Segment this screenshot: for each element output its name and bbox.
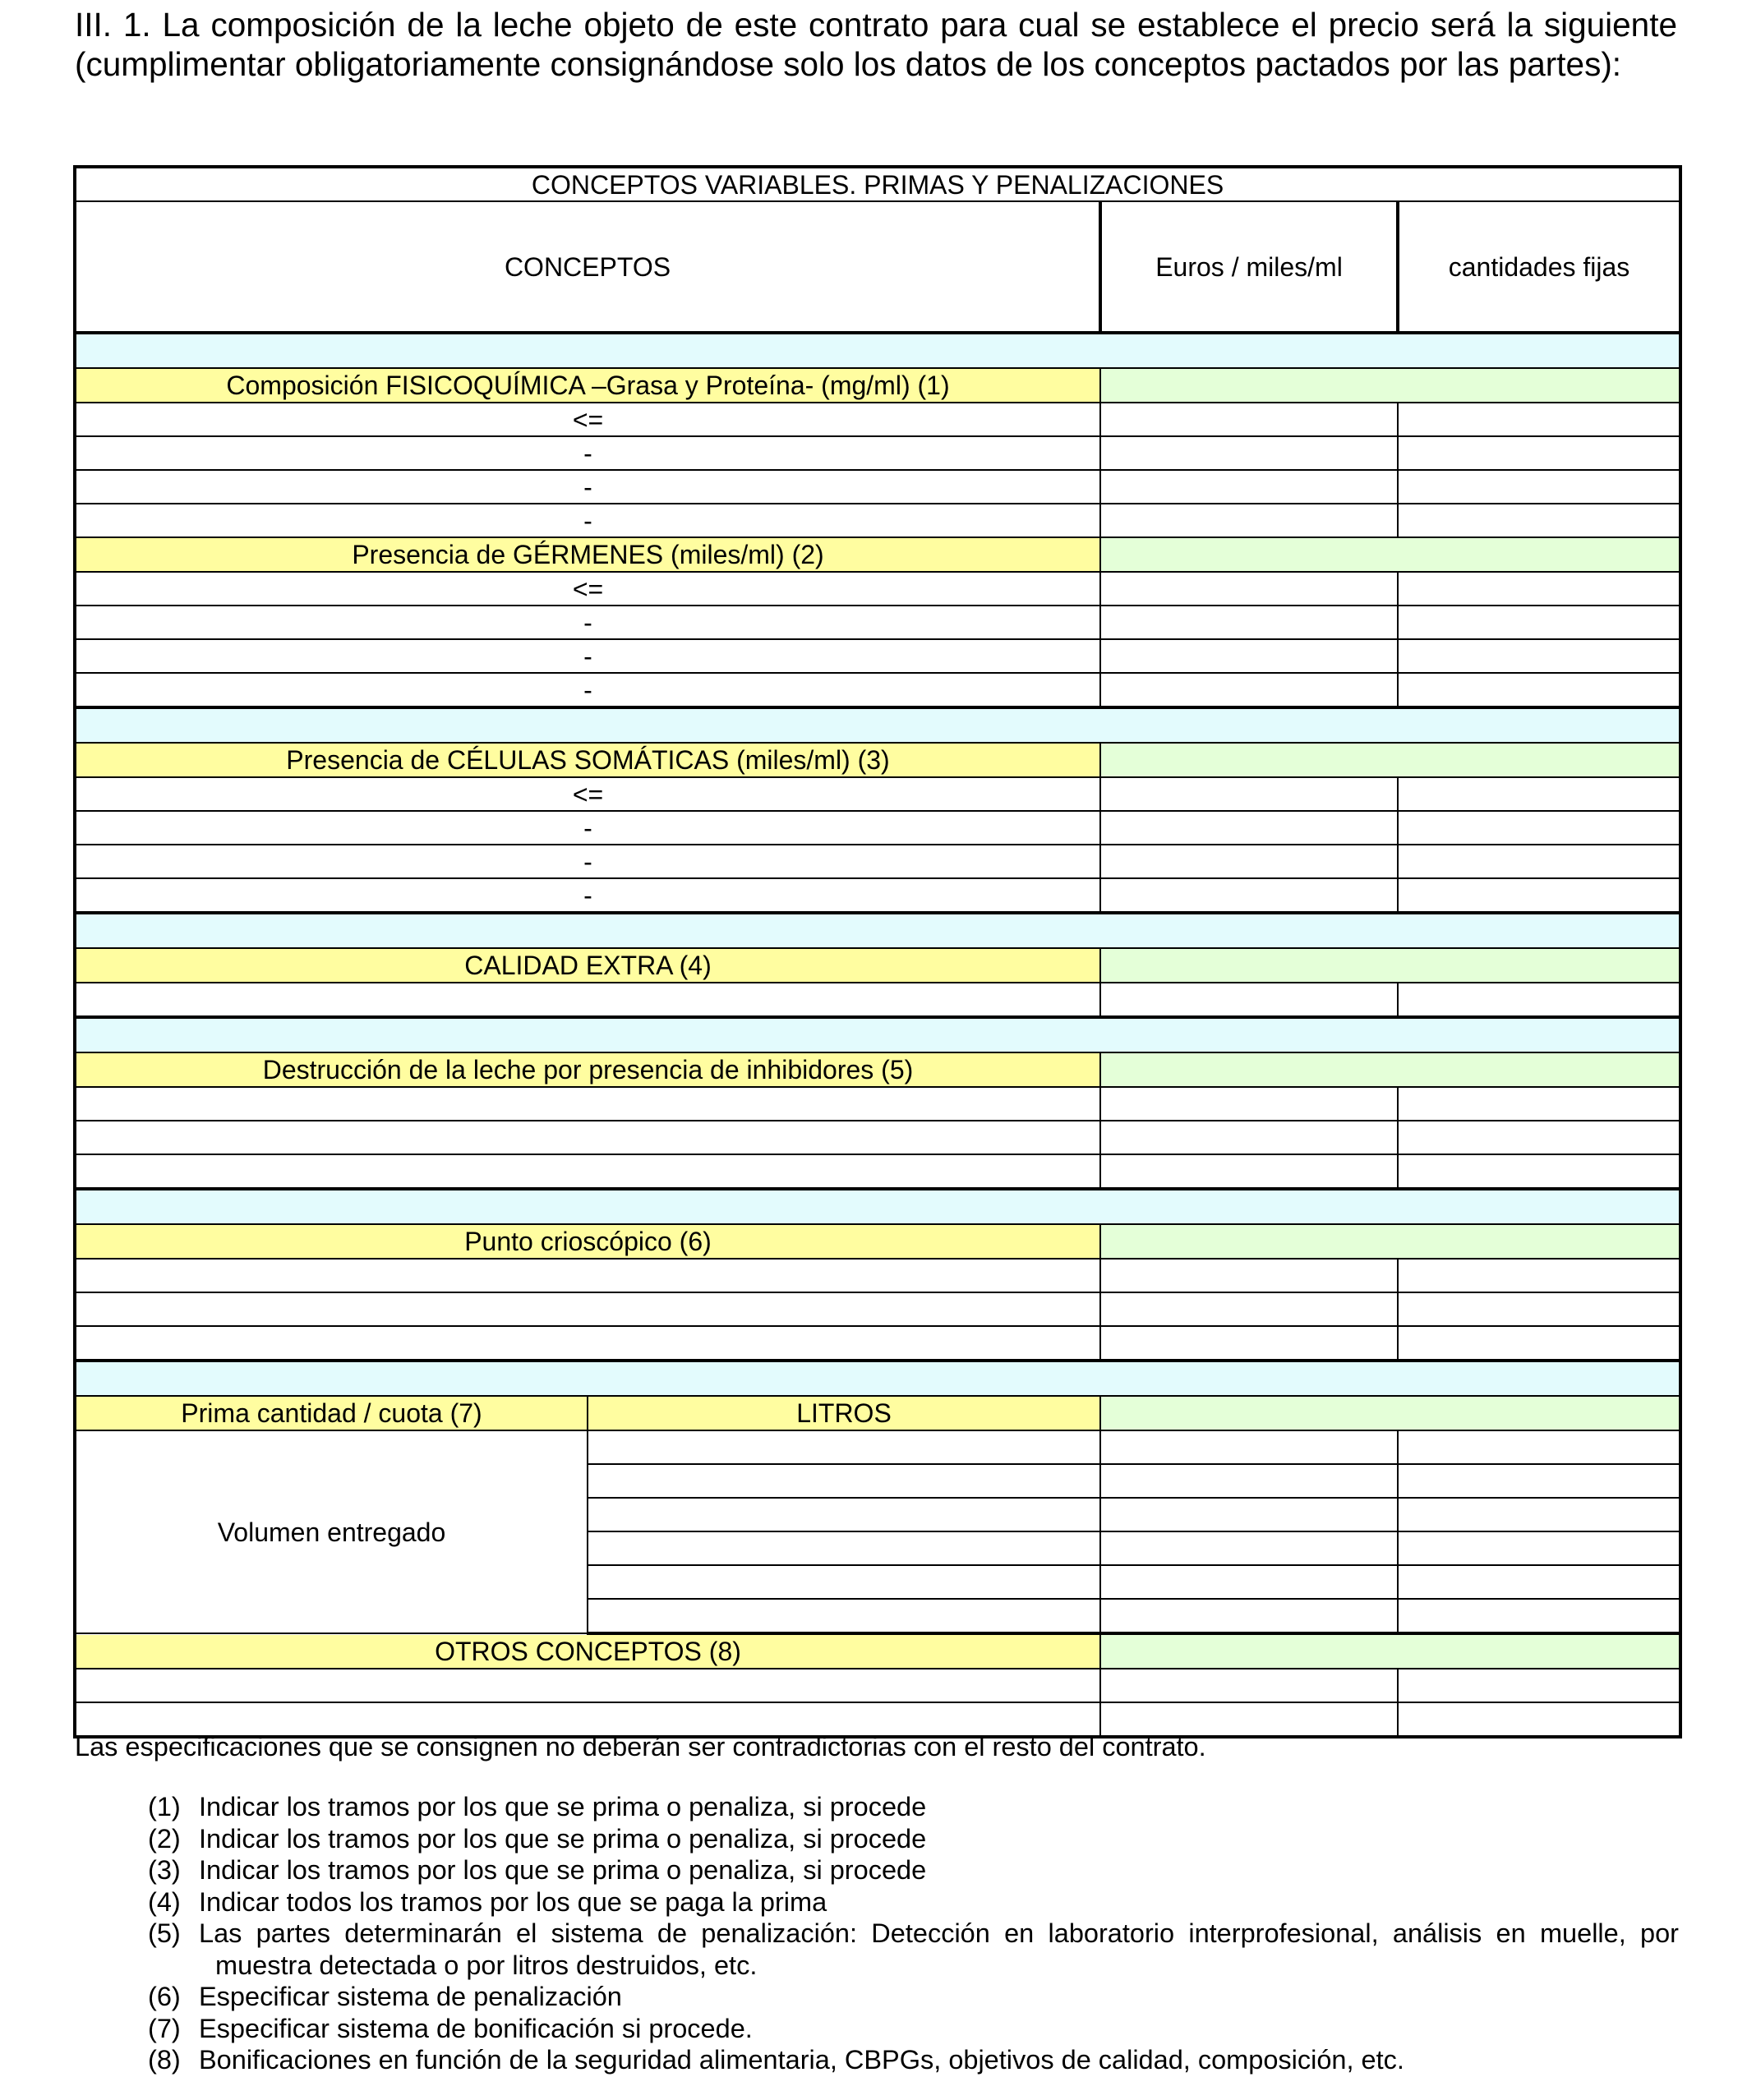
range-label: - xyxy=(75,504,1100,537)
cantidad-cell[interactable] xyxy=(1398,1702,1680,1737)
range-label: - xyxy=(75,606,1100,639)
section-spacer xyxy=(75,707,1680,743)
litros-cell[interactable] xyxy=(588,1565,1100,1599)
litros-cell[interactable] xyxy=(588,1531,1100,1565)
footnote-text: Bonificaciones en función de la seguridad alimentaria, CBPGs, objetivos de calidad, composición, etc. xyxy=(199,2045,1404,2075)
euros-cell[interactable] xyxy=(1100,1326,1398,1361)
footnote-text-block xyxy=(199,1918,1679,1981)
euros-cell[interactable] xyxy=(1100,811,1398,845)
euros-cell[interactable] xyxy=(1100,504,1398,537)
section-header-litros: LITROS xyxy=(588,1396,1100,1430)
specifications-note: Las especificaciones que se consignen no deberán ser contradictorias con el resto del contrato. xyxy=(75,1732,1206,1762)
footnote-number: (2) xyxy=(148,1823,181,1854)
footnote-text: Especificar sistema de bonificación si procede. xyxy=(199,2013,753,2043)
section-spacer xyxy=(75,913,1680,948)
table-title: CONCEPTOS VARIABLES. PRIMAS Y PENALIZACIONES xyxy=(75,167,1680,201)
concept-cell[interactable] xyxy=(75,1292,1100,1326)
section-header-fill xyxy=(1100,1052,1680,1087)
concept-cell[interactable] xyxy=(75,1121,1100,1154)
cantidad-cell[interactable] xyxy=(1398,403,1680,436)
footnote-item xyxy=(148,1823,1679,1855)
euros-cell[interactable] xyxy=(1100,470,1398,504)
range-label: - xyxy=(75,470,1100,504)
litros-cell[interactable] xyxy=(588,1599,1100,1633)
cantidad-cell[interactable] xyxy=(1398,1430,1680,1464)
euros-cell[interactable] xyxy=(1100,1498,1398,1531)
footnote-number: (6) xyxy=(148,1982,181,2011)
cantidad-cell[interactable] xyxy=(1398,1292,1680,1326)
cantidad-cell[interactable] xyxy=(1398,1599,1680,1633)
cantidad-cell[interactable] xyxy=(1398,777,1680,811)
footnote-text: Indicar los tramos por los que se prima o penaliza, si procede xyxy=(199,1823,927,1854)
range-label: - xyxy=(75,878,1100,913)
range-label: - xyxy=(75,673,1100,707)
range-label: - xyxy=(75,436,1100,470)
cantidad-cell[interactable] xyxy=(1398,436,1680,470)
section-spacer xyxy=(75,333,1680,368)
euros-cell[interactable] xyxy=(1100,572,1398,606)
cantidad-cell[interactable] xyxy=(1398,1669,1680,1702)
litros-cell[interactable] xyxy=(588,1430,1100,1464)
euros-cell[interactable] xyxy=(1100,639,1398,673)
cantidad-cell[interactable] xyxy=(1398,1464,1680,1498)
range-label: <= xyxy=(75,403,1100,436)
euros-cell[interactable] xyxy=(1100,1464,1398,1498)
cantidad-cell[interactable] xyxy=(1398,845,1680,878)
cantidad-cell[interactable] xyxy=(1398,811,1680,845)
concept-cell[interactable] xyxy=(75,1087,1100,1121)
euros-cell[interactable] xyxy=(1100,1292,1398,1326)
cantidad-cell[interactable] xyxy=(1398,639,1680,673)
cantidad-cell[interactable] xyxy=(1398,1565,1680,1599)
concept-cell[interactable] xyxy=(75,983,1100,1017)
euros-cell[interactable] xyxy=(1100,1087,1398,1121)
euros-cell[interactable] xyxy=(1100,878,1398,913)
cantidad-cell[interactable] xyxy=(1398,1498,1680,1531)
volumen-entregado-label: Volumen entregado xyxy=(75,1430,588,1633)
cantidad-cell[interactable] xyxy=(1398,983,1680,1017)
range-label: - xyxy=(75,845,1100,878)
litros-cell[interactable] xyxy=(588,1498,1100,1531)
range-label: - xyxy=(75,639,1100,673)
euros-cell[interactable] xyxy=(1100,777,1398,811)
euros-cell[interactable] xyxy=(1100,1154,1398,1189)
euros-cell[interactable] xyxy=(1100,673,1398,707)
euros-cell[interactable] xyxy=(1100,436,1398,470)
col-header-euros: Euros / miles/ml xyxy=(1100,201,1398,333)
range-label: - xyxy=(75,811,1100,845)
section-header-crioscopico: Punto crioscópico (6) xyxy=(75,1224,1100,1259)
range-label: <= xyxy=(75,572,1100,606)
conceptos-variables-table xyxy=(73,165,1682,1738)
footnote-number: (5) xyxy=(148,1918,181,1948)
section-spacer xyxy=(75,1361,1680,1396)
section-header-fill xyxy=(1100,743,1680,777)
footnote-number: (1) xyxy=(148,1792,181,1821)
euros-cell[interactable] xyxy=(1100,403,1398,436)
cantidad-cell[interactable] xyxy=(1398,1121,1680,1154)
footnote-number: (3) xyxy=(148,1855,181,1885)
euros-cell[interactable] xyxy=(1100,845,1398,878)
concept-cell[interactable] xyxy=(75,1259,1100,1292)
cantidad-cell[interactable] xyxy=(1398,1087,1680,1121)
footnote-text: Especificar sistema de penalización xyxy=(199,1982,622,2011)
footnote-number: (7) xyxy=(148,2013,181,2043)
cantidad-cell[interactable] xyxy=(1398,1531,1680,1565)
col-header-cantidades: cantidades fijas xyxy=(1398,201,1680,333)
section-header-calidad-extra: CALIDAD EXTRA (4) xyxy=(75,948,1100,983)
section-spacer xyxy=(75,1017,1680,1052)
footnote-number: (8) xyxy=(148,2045,181,2075)
concept-cell[interactable] xyxy=(75,1154,1100,1189)
range-label: <= xyxy=(75,777,1100,811)
section-header-fill xyxy=(1100,1396,1680,1430)
footnote-item xyxy=(148,2044,1679,2076)
section-header-fill xyxy=(1100,948,1680,983)
cantidad-cell[interactable] xyxy=(1398,504,1680,537)
footnotes-list xyxy=(148,1791,1679,2076)
footnote-text: Indicar todos los tramos por los que se paga la prima xyxy=(199,1886,827,1917)
cantidad-cell[interactable] xyxy=(1398,1154,1680,1189)
cantidad-cell[interactable] xyxy=(1398,673,1680,707)
footnote-item xyxy=(148,2013,1679,2045)
col-header-conceptos: CONCEPTOS xyxy=(75,201,1100,333)
section-header-fisicoquimica: Composición FISICOQUÍMICA –Grasa y Proteína- (mg/ml) (1) xyxy=(75,368,1100,403)
euros-cell[interactable] xyxy=(1100,1599,1398,1633)
section-header-germenes: Presencia de GÉRMENES (miles/ml) (2) xyxy=(75,537,1100,572)
euros-cell[interactable] xyxy=(1100,1565,1398,1599)
euros-cell[interactable] xyxy=(1100,1430,1398,1464)
euros-cell[interactable] xyxy=(1100,606,1398,639)
section-header-fill xyxy=(1100,1633,1680,1669)
section-header-prima-cantidad: Prima cantidad / cuota (7) xyxy=(75,1396,588,1430)
euros-cell[interactable] xyxy=(1100,1121,1398,1154)
footnote-item xyxy=(148,1791,1679,1823)
footnote-text: Indicar los tramos por los que se prima o penaliza, si procede xyxy=(199,1855,927,1885)
section-header-destruccion: Destrucción de la leche por presencia de inhibidores (5) xyxy=(75,1052,1100,1087)
cantidad-cell[interactable] xyxy=(1398,878,1680,913)
euros-cell[interactable] xyxy=(1100,983,1398,1017)
cantidad-cell[interactable] xyxy=(1398,572,1680,606)
footnote-item xyxy=(148,1918,1679,1981)
section-header-fill xyxy=(1100,1224,1680,1259)
section-header-fill xyxy=(1100,368,1680,403)
euros-cell[interactable] xyxy=(1100,1531,1398,1565)
footnote-number: (4) xyxy=(148,1886,181,1917)
euros-cell[interactable] xyxy=(1100,1259,1398,1292)
euros-cell[interactable] xyxy=(1100,1669,1398,1702)
cantidad-cell[interactable] xyxy=(1398,470,1680,504)
footnote-text: Las partes determinarán el sistema de penalización: Detección en laboratorio interprofesional, análisis en muelle, por xyxy=(199,1918,1679,1948)
section-header-celulas: Presencia de CÉLULAS SOMÁTICAS (miles/ml) (3) xyxy=(75,743,1100,777)
concept-cell[interactable] xyxy=(75,1669,1100,1702)
section-header-fill xyxy=(1100,537,1680,572)
footnote-item xyxy=(148,1981,1679,2013)
cantidad-cell[interactable] xyxy=(1398,1326,1680,1361)
section-header-otros-conceptos: OTROS CONCEPTOS (8) xyxy=(75,1633,1100,1669)
litros-cell[interactable] xyxy=(588,1464,1100,1498)
cantidad-cell[interactable] xyxy=(1398,606,1680,639)
footnote-item xyxy=(148,1854,1679,1886)
intro-paragraph: III. 1. La composición de la leche objeto de este contrato para cual se establece el precio será la siguiente (cumplimentar obligatoriamente consignándose solo los datos de los conceptos pactados por las partes): xyxy=(75,6,1677,83)
footnote-item xyxy=(148,1886,1679,1918)
section-spacer xyxy=(75,1189,1680,1224)
footnote-text-continuation: muestra detectada o por litros destruidos, etc. xyxy=(215,1950,758,1980)
footnote-text: Indicar los tramos por los que se prima o penaliza, si procede xyxy=(199,1792,927,1821)
concept-cell[interactable] xyxy=(75,1326,1100,1361)
cantidad-cell[interactable] xyxy=(1398,1259,1680,1292)
